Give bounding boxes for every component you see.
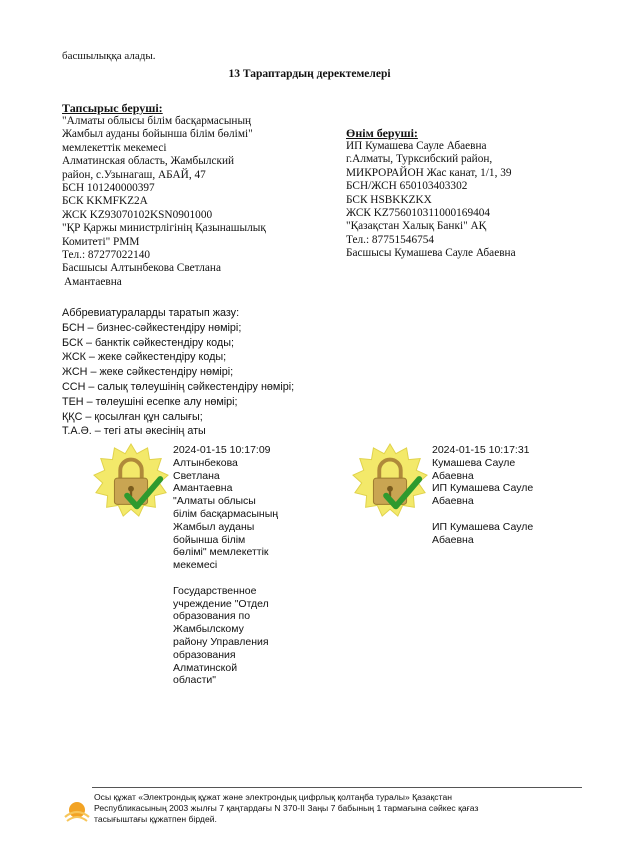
signature-org-line: білім басқармасының xyxy=(173,507,279,520)
abbreviation-line: Аббревиатураларды таратып жазу: xyxy=(62,307,240,319)
signature-org-ru-line: Государственное xyxy=(173,584,257,597)
signature-org-ru-line: Абаевна xyxy=(432,533,474,546)
producer-line: ИП Кумашева Сауле Абаевна xyxy=(346,140,487,152)
signature-org-ru-line: области" xyxy=(173,674,216,687)
signature-right xyxy=(432,444,602,546)
signature-org-ru-line: Жамбылскому xyxy=(173,623,244,636)
signature-org-line: Жамбыл ауданы xyxy=(173,520,255,533)
signature-org-ru-line: району Управления xyxy=(173,635,269,648)
abbreviation-line: ЖСН – жеке сәйкестендіру нөмірі; xyxy=(62,366,234,379)
producer-line: ЖСК KZ756010311000169404 xyxy=(346,207,491,220)
abbreviations-list xyxy=(62,306,294,439)
abbreviation-line: ССН – салық төлеушінің сәйкестендіру нөмірі; xyxy=(62,380,295,393)
producer-block xyxy=(346,126,606,261)
producer-title: Өнім беруші: xyxy=(346,126,418,140)
producer-line: БСК HSBKKZKX xyxy=(346,193,432,206)
signature-name-line: Кумашева Сауле xyxy=(432,456,516,469)
signature-org-ru-line: образования xyxy=(173,648,236,661)
signature-name-line: Абаевна xyxy=(432,469,474,482)
section-title: 13 Тараптардың деректемелері xyxy=(228,68,391,80)
customer-line: Амантаевна xyxy=(64,275,122,288)
intro-text: басшылыққа алады. xyxy=(62,50,156,62)
customer-title: Тапсырыс беруші: xyxy=(62,101,163,115)
producer-line: МИКРОРАЙОН Жас канат, 1/1, 39 xyxy=(346,166,512,179)
signature-org-ru-line: учреждение "Отдел xyxy=(173,597,269,610)
footer-line: Республикасының 2003 жылғы 7 қаңтардағы N 370-II Заңы 7 бабының 1 тармағына сәйкес қағаз xyxy=(94,803,479,813)
producer-line: Тел.: 87751546754 xyxy=(346,233,435,246)
signature-org-line: мекемесі xyxy=(173,559,218,572)
signature-seal-icon xyxy=(351,442,429,520)
customer-line: БСК KKMFKZ2A xyxy=(62,195,148,208)
signature-name-line: Амантаевна xyxy=(173,482,233,495)
customer-line: БСН 101240000397 xyxy=(62,182,155,195)
customer-line: Алматинская область, Жамбылский xyxy=(62,155,235,168)
signature-name-line: Светлана xyxy=(173,469,220,482)
abbreviation-line: ЖСК – жеке сәйкестендіру коды; xyxy=(62,351,227,364)
customer-line: ЖСК KZ93070102KSN0901000 xyxy=(62,208,213,221)
signature-org-line: бөлімі" мемлекеттік xyxy=(173,546,269,559)
footer-text xyxy=(94,792,594,825)
signature-timestamp: 2024-01-15 10:17:09 xyxy=(173,444,271,456)
abbreviation-line: ТЕН – төлеушіні есепке алу нөмірі; xyxy=(62,395,238,408)
producer-line: "Қазақстан Халық Банкі" АҚ xyxy=(346,220,487,233)
signature-org-ru-line: ИП Кумашева Сауле xyxy=(432,520,534,533)
sun-logo-icon xyxy=(62,797,92,823)
producer-line: БСН/ЖСН 650103403302 xyxy=(346,180,468,193)
customer-line: Тел.: 87277022140 xyxy=(62,249,151,262)
customer-line: район, с.Узынагаш, АБАЙ, 47 xyxy=(62,168,206,181)
footer-line: тасығыштағы құжатпен бірдей. xyxy=(94,814,217,824)
signature-org-line: "Алматы облысы xyxy=(173,495,256,508)
signature-name-line: Алтынбекова xyxy=(173,456,238,469)
footer-line: Осы құжат «Электрондық құжат және электрондық цифрлық қолтаңба туралы» Қазақстан xyxy=(94,792,452,802)
abbreviation-line: БСН – бизнес-сәйкестендіру нөмірі; xyxy=(62,321,242,334)
customer-line: "ҚР Қаржы министрлігінің Қазынашылық xyxy=(62,222,266,235)
footer-divider xyxy=(92,787,582,788)
signature-org-line: Абаевна xyxy=(432,495,474,508)
signature-left xyxy=(173,444,323,687)
signature-org-ru-line: Алматинской xyxy=(173,661,238,674)
signature-seal-icon xyxy=(92,442,170,520)
abbreviation-line: ҚҚС – қосылған құн салығы; xyxy=(62,410,203,423)
customer-line: "Алматы облысы білім басқармасының xyxy=(62,115,252,127)
signature-org-line: бойынша білім xyxy=(173,533,246,546)
signature-org-ru-line: образования по xyxy=(173,610,251,623)
customer-line: Комитеті" РММ xyxy=(62,235,140,248)
signature-org-line: ИП Кумашева Сауле xyxy=(432,482,534,495)
customer-block xyxy=(62,101,332,289)
abbreviation-line: БСК – банктік сәйкестендіру коды; xyxy=(62,336,234,349)
signature-timestamp: 2024-01-15 10:17:31 xyxy=(432,444,530,456)
producer-line: Басшысы Кумашева Сауле Абаевна xyxy=(346,247,516,260)
abbreviation-line: Т.А.Ә. – тегі аты әкесінің аты xyxy=(62,425,206,438)
customer-line: мемлекеттік мекемесі xyxy=(62,141,167,154)
customer-line: Жамбыл ауданы бойынша білім бөлімі" xyxy=(62,128,253,141)
customer-line: Басшысы Алтынбекова Светлана xyxy=(62,262,221,275)
producer-line: г.Алматы, Турксибский район, xyxy=(346,153,493,166)
